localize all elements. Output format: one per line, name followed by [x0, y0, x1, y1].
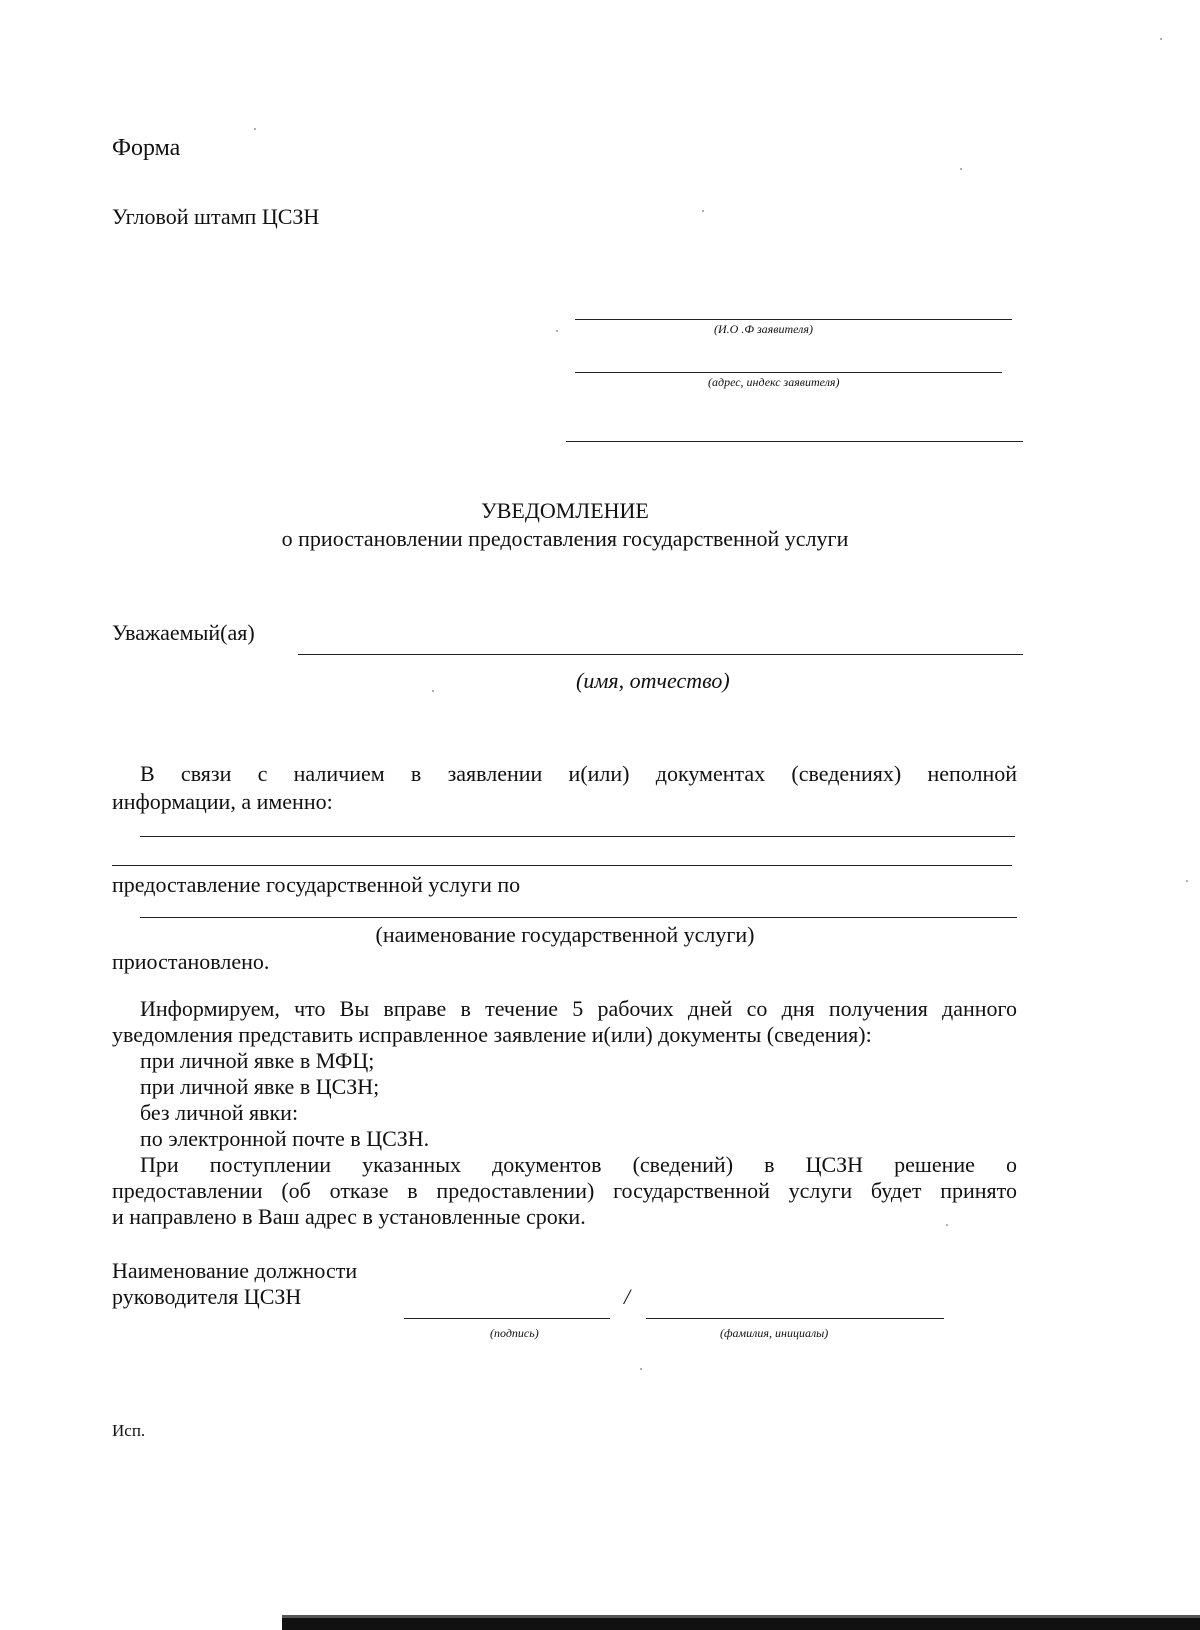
signature-slash: /	[624, 1284, 631, 1309]
body-paragraph-1-line-1: В связи с наличием в заявлении и(или) документах (сведениях) неполной	[140, 761, 1017, 786]
scan-speck	[556, 330, 558, 332]
body-paragraph-3-line-2: предоставлении (об отказе в предоставлении) государственной услуги будет принято	[112, 1178, 1017, 1203]
service-name-line	[140, 917, 1017, 918]
body-paragraph-1-line-2: информации, а именно:	[112, 789, 333, 814]
missing-info-line-1	[140, 836, 1015, 837]
executor-label: Исп.	[112, 1421, 146, 1440]
scan-speck	[946, 1224, 948, 1226]
body-paragraph-3-line-1: При поступлении указанных документов (сведений) в ЦСЗН решение о	[140, 1152, 1017, 1177]
applicant-name-caption: (И.О .Ф заявителя)	[714, 322, 813, 336]
applicant-extra-line	[566, 441, 1023, 442]
service-label: предоставление государственной услуги по	[112, 872, 521, 897]
signer-name-line	[646, 1318, 944, 1319]
scan-speck	[1160, 38, 1162, 40]
greeting-label: Уважаемый(ая)	[112, 620, 255, 645]
applicant-address-caption: (адрес, индекс заявителя)	[708, 375, 840, 389]
document-subtitle: о приостановлении предоставления государственной услуги	[281, 526, 849, 551]
scan-speck	[254, 128, 256, 130]
stamp-label: Угловой штамп ЦСЗН	[112, 204, 320, 229]
signer-name-caption: (фамилия, инициалы)	[720, 1326, 829, 1340]
body-paragraph-2-line-2: уведомления представить исправленное заявление и(или) документы (сведения):	[112, 1022, 872, 1047]
applicant-address-line	[575, 372, 1002, 373]
signature-caption: (подпись)	[490, 1326, 539, 1340]
list-item: при личной явке в МФЦ;	[140, 1048, 375, 1073]
body-paragraph-2-line-1: Информируем, что Вы вправе в течение 5 рабочих дней со дня получения данного	[140, 996, 1017, 1021]
applicant-name-line	[575, 319, 1012, 320]
scan-speck	[1186, 880, 1188, 882]
suspended-text: приостановлено.	[112, 949, 270, 974]
list-item: при личной явке в ЦСЗН;	[140, 1074, 380, 1099]
list-item: без личной явки:	[140, 1100, 299, 1125]
scan-speck	[432, 690, 434, 692]
signer-position-line-2: руководителя ЦСЗН	[112, 1284, 302, 1309]
signer-position-line-1: Наименование должности	[112, 1258, 358, 1283]
greeting-name-line	[298, 654, 1023, 655]
form-label: Форма	[112, 135, 181, 161]
scan-speck	[640, 1368, 642, 1370]
service-caption: (наименование государственной услуги)	[375, 922, 755, 947]
scan-speck	[960, 168, 962, 170]
greeting-caption: (имя, отчество)	[576, 668, 730, 693]
signature-line	[404, 1318, 610, 1319]
scan-edge	[282, 1618, 1200, 1630]
document-title: УВЕДОМЛЕНИЕ	[481, 498, 649, 523]
list-item: по электронной почте в ЦСЗН.	[140, 1126, 430, 1151]
missing-info-line-2	[112, 865, 1012, 866]
body-paragraph-3-line-3: и направлено в Ваш адрес в установленные сроки.	[112, 1204, 586, 1229]
scan-speck	[702, 210, 704, 212]
